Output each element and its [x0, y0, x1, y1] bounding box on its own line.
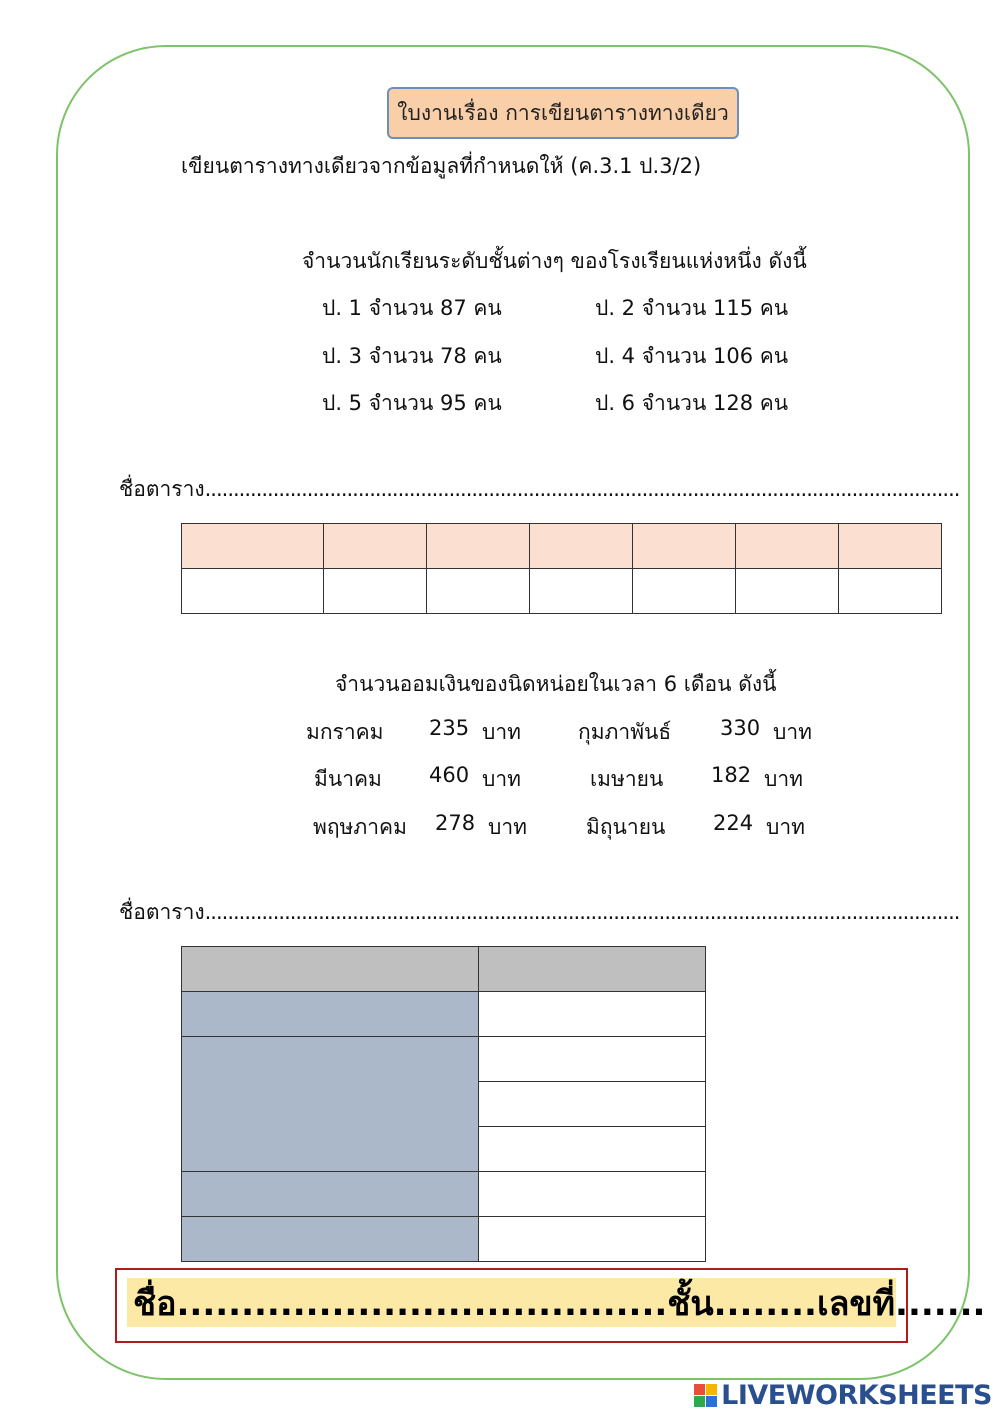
- grade-item-p3: ป. 3 จำนวน 78 คน: [322, 344, 502, 368]
- section2-intro: จำนวนออมเงินของนิดหน่อยในเวลา 6 เดือน ดังนี้: [335, 672, 777, 696]
- month-mar: มีนาคม: [314, 767, 382, 791]
- savings-table: [181, 946, 706, 1262]
- table-cell[interactable]: [182, 1172, 479, 1217]
- grade-item-p6: ป. 6 จำนวน 128 คน: [595, 391, 789, 415]
- unit-mar: บาท: [482, 767, 521, 791]
- amount-jan: 235: [429, 716, 470, 740]
- table-cell[interactable]: [479, 947, 706, 992]
- table-cell[interactable]: [839, 524, 942, 569]
- table1-name-dots: .....................................................................................................................................: [204, 477, 960, 501]
- brand-text: LIVEWORKSHEETS: [721, 1379, 992, 1411]
- table-cell[interactable]: [324, 569, 427, 614]
- amount-jun: 224: [713, 811, 754, 835]
- amount-apr: 182: [711, 763, 752, 787]
- table-cell[interactable]: [736, 569, 839, 614]
- table-cell[interactable]: [324, 524, 427, 569]
- table-row: [182, 947, 706, 992]
- table-row: [182, 992, 706, 1037]
- worksheet-title: [387, 87, 739, 139]
- table-row: [182, 1172, 706, 1217]
- table-cell[interactable]: [479, 1127, 706, 1172]
- table-row: [182, 524, 942, 569]
- grade-item-p5: ป. 5 จำนวน 95 คน: [322, 391, 502, 415]
- table-cell[interactable]: [182, 1037, 479, 1172]
- liveworksheets-logo[interactable]: [694, 1380, 992, 1410]
- instruction-text: เขียนตารางทางเดียวจากข้อมูลที่กำหนดให้ (ค.3.1 ป.3/2): [181, 154, 702, 178]
- grade-item-p2: ป. 2 จำนวน 115 คน: [595, 296, 789, 320]
- student-info-line[interactable]: ชื่อ......................................ชั้น........เลขที่.......: [127, 1278, 896, 1327]
- worksheet-title-text: ใบงานเรื่อง การเขียนตารางทางเดียว: [397, 100, 729, 125]
- table1-name-label: ชื่อตาราง: [119, 477, 205, 501]
- unit-jun: บาท: [766, 815, 805, 839]
- grade-item-p4: ป. 4 จำนวน 106 คน: [595, 344, 789, 368]
- table-row: [182, 1217, 706, 1262]
- logo-square-blue: [706, 1396, 717, 1407]
- table1-name-line: [119, 473, 959, 506]
- month-feb: กุมภาพันธ์: [578, 720, 672, 744]
- table-cell[interactable]: [479, 1217, 706, 1262]
- table-cell[interactable]: [530, 524, 633, 569]
- table-cell[interactable]: [182, 1217, 479, 1262]
- table-cell[interactable]: [633, 524, 736, 569]
- table-cell[interactable]: [182, 569, 324, 614]
- unit-jan: บาท: [482, 720, 521, 744]
- month-apr: เมษายน: [590, 767, 664, 791]
- table-cell[interactable]: [479, 1037, 706, 1082]
- table-cell[interactable]: [736, 524, 839, 569]
- table2-name-label: ชื่อตาราง: [119, 900, 205, 924]
- unit-apr: บาท: [764, 767, 803, 791]
- unit-feb: บาท: [773, 720, 812, 744]
- logo-square-green: [694, 1396, 705, 1407]
- month-jan: มกราคม: [306, 720, 384, 744]
- grade-table: [181, 523, 942, 614]
- grade-item-p1: ป. 1 จำนวน 87 คน: [322, 296, 502, 320]
- table-cell[interactable]: [479, 1082, 706, 1127]
- unit-may: บาท: [488, 815, 527, 839]
- table2-name-line: [119, 896, 959, 929]
- liveworksheets-logo-icon: [694, 1384, 717, 1407]
- table-cell[interactable]: [182, 947, 479, 992]
- table-cell[interactable]: [479, 1172, 706, 1217]
- table-cell[interactable]: [633, 569, 736, 614]
- table-cell[interactable]: [530, 569, 633, 614]
- logo-square-yellow: [706, 1384, 717, 1395]
- amount-may: 278: [435, 811, 476, 835]
- section1-intro: จำนวนนักเรียนระดับชั้นต่างๆ ของโรงเรียนแห่งหนึ่ง ดังนี้: [302, 249, 807, 273]
- table-cell[interactable]: [839, 569, 942, 614]
- table-cell[interactable]: [182, 992, 479, 1037]
- student-info-box: [115, 1268, 986, 1343]
- month-may: พฤษภาคม: [313, 815, 407, 839]
- table-cell[interactable]: [182, 524, 324, 569]
- month-jun: มิถุนายน: [586, 815, 666, 839]
- table-row: [182, 569, 942, 614]
- amount-mar: 460: [429, 763, 470, 787]
- table-cell[interactable]: [427, 524, 530, 569]
- table2-name-dots: .....................................................................................................................................: [204, 900, 960, 924]
- table-cell[interactable]: [427, 569, 530, 614]
- logo-square-red: [694, 1384, 705, 1395]
- table-cell[interactable]: [479, 992, 706, 1037]
- table-row: [182, 1037, 706, 1082]
- amount-feb: 330: [720, 716, 761, 740]
